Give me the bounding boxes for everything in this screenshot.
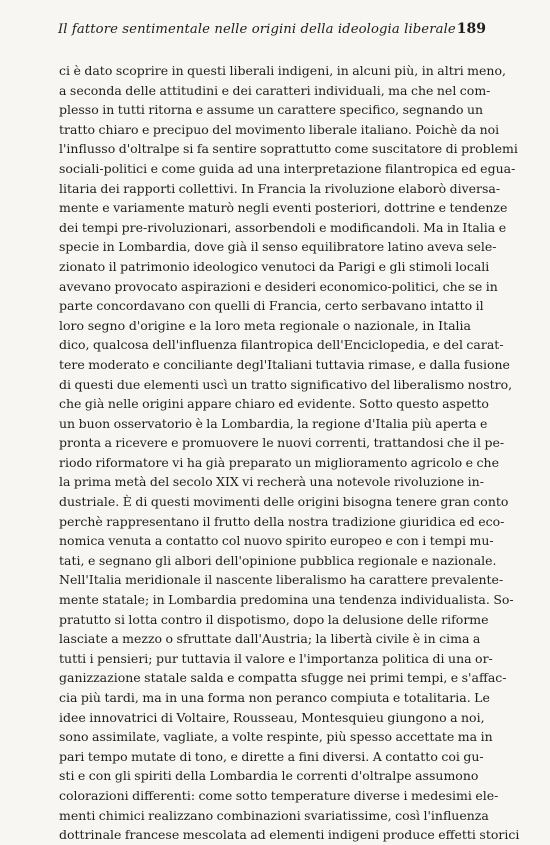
text-line: pari tempo mutate di tono, e dirette a fini diversi. A contatto coi gu- <box>59 748 484 764</box>
text-line: dico, qualcosa dell'influenza filantropica dell'Enciclopedia, e del carat- <box>59 337 504 353</box>
text-line: tati, e segnano gli albori dell'opinione pubblica regionale e nazionale. <box>59 552 497 568</box>
text-line: di questi due elementi uscì un tratto significativo del liberalismo nostro, <box>59 376 513 392</box>
text-line: ci è dato scoprire in questi liberali indigeni, in alcuni più, in altri meno, <box>59 63 506 78</box>
text-line: mente statale; in Lombardia predomina una tendenza individualista. So- <box>59 592 514 608</box>
text-line: Nell'Italia meridionale il nascente liberalismo ha carattere prevalente- <box>59 572 504 588</box>
text-line: un buon osservatorio è la Lombardia, la regione d'Italia più aperta e <box>59 415 488 431</box>
text-line: sti e con gli spiriti della Lombardia le correnti d'oltralpe assumono <box>59 768 479 784</box>
text-line: l'influsso d'oltralpe si fa sentire soprattutto come suscitatore di problemi <box>59 141 518 157</box>
running-title: Il fattore sentimentale nelle origini della ideologia liberale <box>58 22 456 37</box>
text-line: mente e variamente maturò negli eventi posteriori, dottrine e tendenze <box>59 200 508 216</box>
text-line: pronta a ricevere e promuovere le nuovi correnti, trattandosi che il pe- <box>59 435 505 451</box>
text-line: avevano provocato aspirazioni e desideri economico-politici, che se in <box>59 278 498 294</box>
text-line: ganizzazione statale salda e compatta sfugge nei primi tempi, e s'affac- <box>59 670 507 686</box>
text-line: sono assimilate, vagliate, a volte respinte, più spesso accettate ma in <box>59 729 493 745</box>
text-line: tere moderato e conciliante degl'Italiani tuttavia rimase, e dalla fusione <box>59 356 510 372</box>
text-line: specie in Lombardia, dove già il senso equilibratore latino aveva sele- <box>59 239 497 255</box>
text-line: dottrinale francese mescolata ad elementi indigeni produce effetti storici <box>59 827 520 843</box>
text-line: a seconda delle attitudini e dei caratteri individuali, ma che nel com- <box>59 82 491 98</box>
text-line: loro segno d'origine e la loro meta regionale o nazionale, in Italia <box>59 317 471 333</box>
text-line: dei tempi pre-rivoluzionari, assorbendoli e modificandoli. Ma in Italia e <box>59 219 507 235</box>
text-line: lasciate a mezzo o sfruttate dall'Austria; la libertà civile è in cima a <box>59 631 481 647</box>
running-head <box>58 22 486 42</box>
text-line: plesso in tutti ritorna e assume un carattere specifico, segnando un <box>59 102 484 118</box>
body-text <box>59 61 520 845</box>
text-line: dustriale. È di questi movimenti delle origini bisogna tenere gran conto <box>59 494 509 510</box>
text-line: litaria dei rapporti collettivi. In Francia la rivoluzione elaborò diversa- <box>59 180 501 196</box>
text-line: riodo riformatore vi ha già preparato un miglioramento agricolo e che <box>59 454 499 470</box>
text-line: zionato il patrimonio ideologico venutoci da Parigi e gli stimoli locali <box>59 258 490 274</box>
text-line: nomica venuta a contatto col nuovo spirito europeo e con i tempi mu- <box>59 533 494 549</box>
text-line: cia più tardi, ma in una forma non peranco compiuta e totalitaria. Le <box>59 690 490 705</box>
text-line: sociali-politici e come guida ad una interpretazione filantropica ed egua- <box>59 160 516 176</box>
text-line: tratto chiaro e precipuo del movimento liberale italiano. Poichè da noi <box>59 121 500 137</box>
text-line: pratutto si lotta contro il dispotismo, dopo la delusione delle riforme <box>59 611 489 627</box>
text-line: idee innovatrici di Voltaire, Rousseau, Montesquieu giungono a noi, <box>59 709 485 725</box>
text-line: che già nelle origini appare chiaro ed evidente. Sotto questo aspetto <box>59 396 489 412</box>
text-line: perchè rappresentano il frutto della nostra tradizione giuridica ed eco- <box>59 513 505 529</box>
text-line: la prima metà del secolo XIX vi recherà una notevole rivoluzione in- <box>59 474 484 490</box>
page-number: 189 <box>456 21 486 37</box>
text-line: colorazioni differenti: come sotto temperature diverse i medesimi ele- <box>59 787 499 803</box>
text-line: menti chimici realizzano combinazioni svariatissime, così l'influenza <box>59 807 489 823</box>
text-line: tutti i pensieri; pur tuttavia il valore e l'importanza politica di una or- <box>59 650 493 666</box>
text-line: parte concordavano con quelli di Francia, certo serbavano intatto il <box>59 298 484 314</box>
